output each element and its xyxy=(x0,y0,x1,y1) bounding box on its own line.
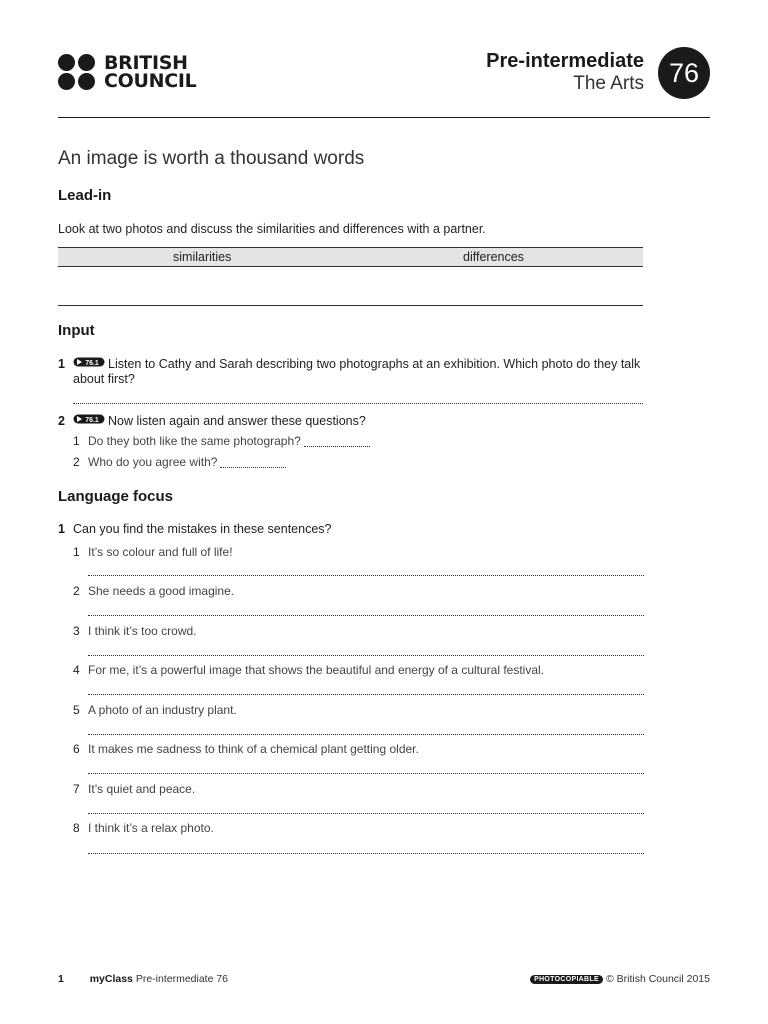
footer-left xyxy=(58,973,228,985)
sentence-8-text: I think it’s a relax photo. xyxy=(88,821,214,835)
level-label: Pre-intermediate xyxy=(486,50,644,72)
level-block xyxy=(486,50,644,96)
input-q2-question: Now listen again and answer these questions? xyxy=(108,414,366,428)
answer-line[interactable] xyxy=(88,773,644,774)
answer-line[interactable] xyxy=(88,575,644,576)
audio-track-icon xyxy=(73,414,105,424)
answer-line[interactable] xyxy=(88,615,644,616)
sentence-5-number: 5 xyxy=(73,703,80,717)
answer-line-short[interactable] xyxy=(304,437,370,447)
sentence-7-text: It’s quiet and peace. xyxy=(88,782,196,796)
comparison-table-bottom-rule xyxy=(58,305,643,306)
sentence-4-number: 4 xyxy=(73,663,80,677)
sentence-6-text: It makes me sadness to think of a chemical plant getting older. xyxy=(88,742,419,756)
sentence-3-number: 3 xyxy=(73,624,80,638)
answer-line[interactable] xyxy=(88,734,644,735)
footer-brand: myClass xyxy=(89,973,133,985)
comparison-table-header xyxy=(58,247,643,267)
input-q2-sub2-text: Who do you agree with? xyxy=(88,455,218,469)
logo-line-1: BRITISH xyxy=(104,52,188,74)
input-q2-text xyxy=(73,414,366,429)
sentence-4-text: For me, it’s a powerful image that shows the beautiful and energy of a cultural festival. xyxy=(88,663,545,677)
input-q1-question: Listen to Cathy and Sarah describing two photographs at an exhibition. Which photo do they talk about first? xyxy=(73,357,641,386)
leadin-heading: Lead-in xyxy=(58,187,112,204)
audio-track-number: 76.1 xyxy=(85,416,99,424)
answer-line[interactable] xyxy=(88,694,644,695)
answer-line[interactable] xyxy=(73,403,643,404)
column-differences: differences xyxy=(463,250,524,264)
footer-course: Pre-intermediate 76 xyxy=(135,973,229,985)
answer-line[interactable] xyxy=(88,655,644,656)
input-q2-sub1 xyxy=(88,434,370,448)
language-q1-text: Can you find the mistakes in these sentences? xyxy=(73,522,332,536)
column-similarities: similarities xyxy=(173,250,232,264)
sentence-6-number: 6 xyxy=(73,742,80,756)
footer-page-number: 1 xyxy=(58,973,64,985)
sentence-2-text: She needs a good imagine. xyxy=(88,584,235,598)
footer-right xyxy=(530,973,710,985)
sentence-1-number: 1 xyxy=(73,545,80,559)
input-q2-sub2 xyxy=(88,455,286,469)
logo-line-2: COUNCIL xyxy=(104,70,197,92)
logo-dots-icon xyxy=(58,54,98,90)
answer-line[interactable] xyxy=(88,853,644,854)
header-divider xyxy=(58,117,710,118)
comparison-table xyxy=(58,247,643,267)
audio-track-icon xyxy=(73,357,105,367)
audio-track-number: 76.1 xyxy=(85,359,99,367)
sentence-7-number: 7 xyxy=(73,782,80,796)
input-q2-number: 2 xyxy=(58,414,65,428)
input-heading: Input xyxy=(58,322,95,339)
input-q2-sub1-number: 1 xyxy=(73,434,80,448)
topic-label: The Arts xyxy=(573,73,644,94)
photocopiable-badge: PHOTOCOPIABLE xyxy=(530,975,603,984)
footer-copyright: © British Council 2015 xyxy=(605,973,710,985)
input-q1-text xyxy=(73,357,643,387)
british-council-logo xyxy=(58,53,196,91)
leadin-instruction: Look at two photos and discuss the similarities and differences with a partner. xyxy=(58,222,486,236)
language-focus-heading: Language focus xyxy=(58,488,174,505)
answer-line[interactable] xyxy=(88,813,644,814)
input-q2-sub1-text: Do they both like the same photograph? xyxy=(88,434,301,448)
input-q1-number: 1 xyxy=(58,357,65,371)
sentence-3-text: I think it’s too crowd. xyxy=(88,624,197,638)
sentence-1-text: It’s so colour and full of life! xyxy=(88,545,233,559)
answer-line-short[interactable] xyxy=(220,458,286,468)
unit-number-badge: 76 xyxy=(658,47,710,99)
sentence-8-number: 8 xyxy=(73,821,80,835)
language-q1-number: 1 xyxy=(58,522,65,536)
sentence-2-number: 2 xyxy=(73,584,80,598)
sentence-5-text: A photo of an industry plant. xyxy=(88,703,237,717)
page-title: An image is worth a thousand words xyxy=(58,148,365,169)
input-q2-sub2-number: 2 xyxy=(73,455,80,469)
